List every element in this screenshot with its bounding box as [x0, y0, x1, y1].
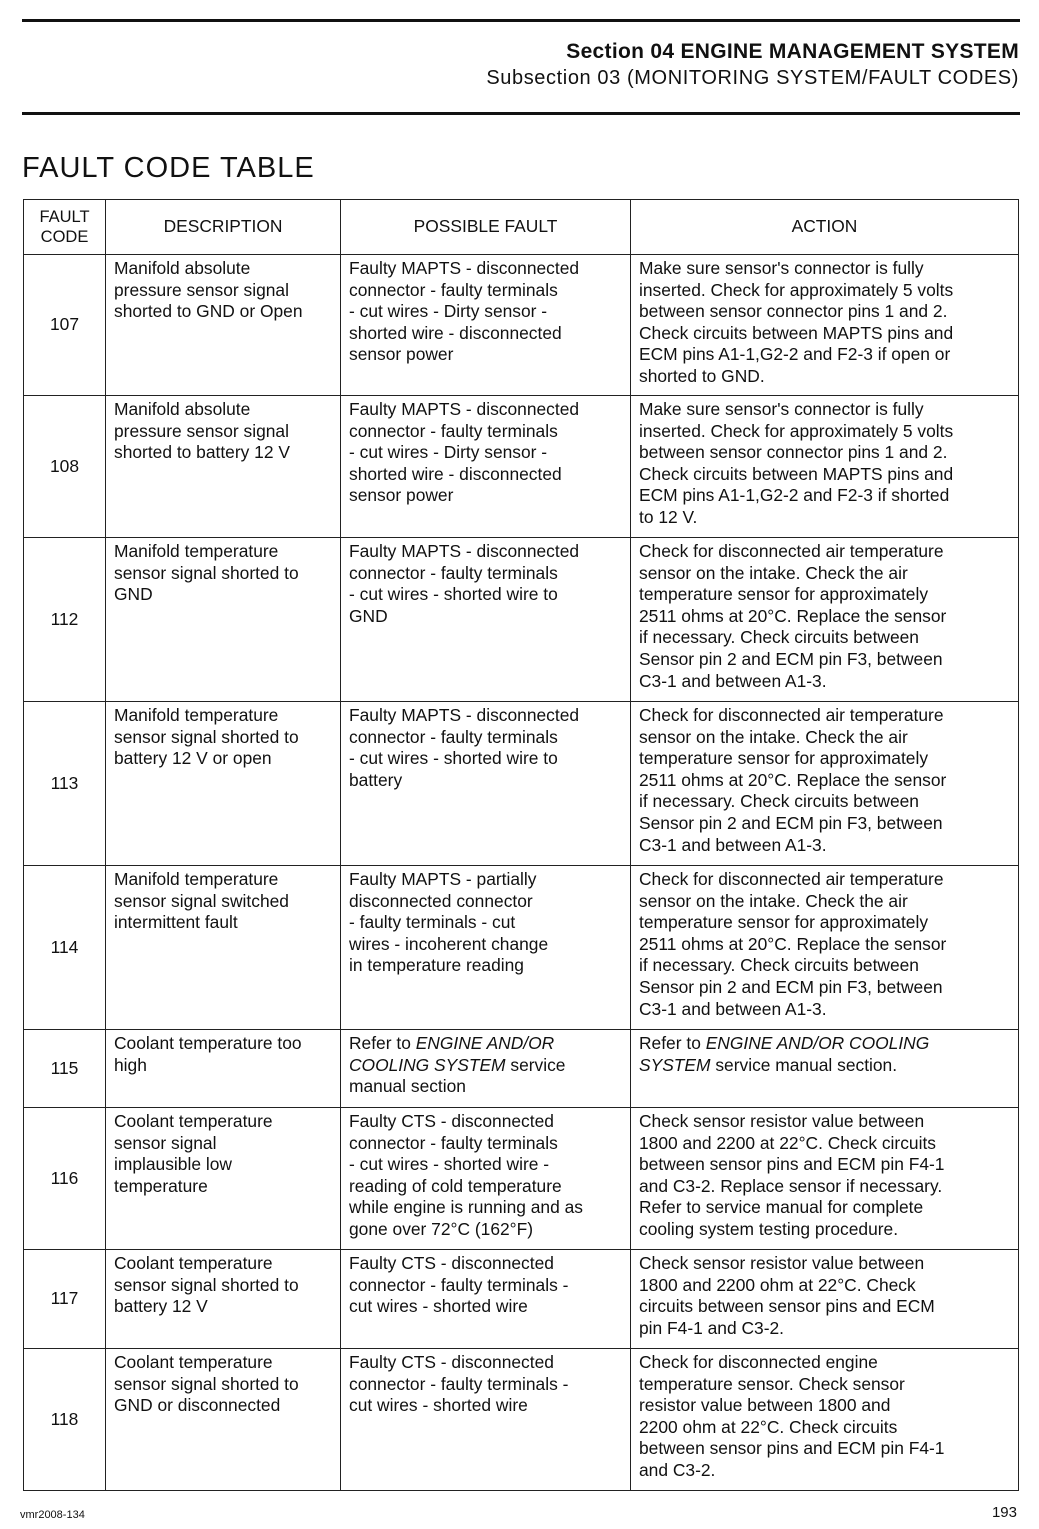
action-cell: Check for disconnected air temperature sensor on the intake. Check the air temperature sensor for approximately 2511 ohms at 20°C. Replace the sensor if necessary. Check circuits between Sensor pin 2 and ECM pin F3, between C3-1 and between A1-3. [631, 702, 1019, 866]
refer-to-text: Refer to [349, 1033, 416, 1053]
column-header-description: DESCRIPTION [106, 200, 341, 255]
fault-code-cell: 115 [24, 1030, 106, 1108]
description-cell: Manifold absolute pressure sensor signal shorted to GND or Open [106, 255, 341, 396]
manual-section-reference: ENGINE AND/OR COOLING SYSTEM [639, 1033, 930, 1075]
page-header [486, 38, 1019, 91]
fault-code-cell: 117 [24, 1250, 106, 1349]
fault-code-table [23, 199, 1019, 1491]
description-cell: Coolant temperature sensor signal shorted to GND or disconnected [106, 1349, 341, 1491]
page-title: FAULT CODE TABLE [22, 152, 315, 184]
table-row [24, 702, 1019, 866]
fault-code-cell: 116 [24, 1108, 106, 1250]
table-header-row [24, 200, 1019, 255]
description-cell: Manifold absolute pressure sensor signal shorted to battery 12 V [106, 396, 341, 538]
column-header-fault-code: FAULT CODE [24, 200, 106, 255]
fault-code-cell: 114 [24, 866, 106, 1030]
table-row [24, 1108, 1019, 1250]
service-manual-text: service manual section [349, 1054, 566, 1097]
description-cell: Manifold temperature sensor signal switched intermittent fault [106, 866, 341, 1030]
action-cell: Check sensor resistor value between 1800 and 2200 at 22°C. Check circuits between sensor pins and ECM pin F4-1 and C3-2. Replace sensor if necessary. Refer to service manual for complete cooling system testing procedure. [631, 1108, 1019, 1250]
table-row [24, 866, 1019, 1030]
possible-fault-cell: Faulty MAPTS - disconnected connector - faulty terminals - cut wires - Dirty sensor - shorted wire - disconnected sensor power [341, 255, 631, 396]
description-cell: Manifold temperature sensor signal shorted to GND [106, 538, 341, 702]
manual-section-reference: ENGINE AND/OR COOLING SYSTEM [349, 1033, 555, 1075]
action-cell: Make sure sensor's connector is fully inserted. Check for approximately 5 volts between sensor connector pins 1 and 2. Check circuits between MAPTS pins and ECM pins A1-1,G2-2 and F2-3 if shorted to 12 V. [631, 396, 1019, 538]
document-id: vmr2008-134 [20, 1509, 85, 1521]
table-row [24, 396, 1019, 538]
description-cell: Coolant temperature sensor signal shorted to battery 12 V [106, 1250, 341, 1349]
action-cell: Check sensor resistor value between 1800 and 2200 ohm at 22°C. Check circuits between sensor pins and ECM pin F4-1 and C3-2. [631, 1250, 1019, 1349]
action-cell [631, 1030, 1019, 1108]
action-cell: Check for disconnected engine temperature sensor. Check sensor resistor value between 1800 and 2200 ohm at 22°C. Check circuits between sensor pins and ECM pin F4-1 and C3-2. [631, 1349, 1019, 1491]
fault-code-cell: 118 [24, 1349, 106, 1491]
description-cell: Manifold temperature sensor signal shorted to battery 12 V or open [106, 702, 341, 866]
header-bottom-rule [22, 112, 1020, 115]
description-cell: Coolant temperature sensor signal implausible low temperature [106, 1108, 341, 1250]
possible-fault-cell: Faulty CTS - disconnected connector - faulty terminals - cut wires - shorted wire - reading of cold temperature while engine is running and as gone over 72°C (162°F) [341, 1108, 631, 1250]
table-row [24, 1349, 1019, 1491]
action-cell: Check for disconnected air temperature sensor on the intake. Check the air temperature sensor for approximately 2511 ohms at 20°C. Replace the sensor if necessary. Check circuits between Sensor pin 2 and ECM pin F3, between C3-1 and between A1-3. [631, 538, 1019, 702]
service-manual-text: service manual section. [710, 1054, 898, 1075]
column-header-action: ACTION [631, 200, 1019, 255]
possible-fault-cell: Faulty CTS - disconnected connector - faulty terminals - cut wires - shorted wire [341, 1250, 631, 1349]
description-cell: Coolant temperature too high [106, 1030, 341, 1108]
table-row [24, 538, 1019, 702]
header-top-rule [22, 19, 1020, 22]
possible-fault-cell [341, 1030, 631, 1108]
fault-code-cell: 108 [24, 396, 106, 538]
fault-code-cell: 113 [24, 702, 106, 866]
section-title: Section 04 ENGINE MANAGEMENT SYSTEM [566, 40, 1019, 63]
table-row [24, 255, 1019, 396]
column-header-possible-fault: POSSIBLE FAULT [341, 200, 631, 255]
table-row [24, 1030, 1019, 1108]
refer-to-text: Refer to [639, 1033, 706, 1053]
fault-code-cell: 107 [24, 255, 106, 396]
fault-code-cell: 112 [24, 538, 106, 702]
page-number: 193 [991, 1504, 1017, 1521]
possible-fault-cell: Faulty MAPTS - disconnected connector - faulty terminals - cut wires - shorted wire to battery [341, 702, 631, 866]
table-row [24, 1250, 1019, 1349]
possible-fault-cell: Faulty MAPTS - disconnected connector - faulty terminals - cut wires - Dirty sensor - shorted wire - disconnected sensor power [341, 396, 631, 538]
possible-fault-cell: Faulty MAPTS - disconnected connector - faulty terminals - cut wires - shorted wire to GND [341, 538, 631, 702]
possible-fault-cell: Faulty CTS - disconnected connector - faulty terminals - cut wires - shorted wire [341, 1349, 631, 1491]
subsection-title: Subsection 03 (MONITORING SYSTEM/FAULT CODES) [486, 67, 1019, 89]
action-cell: Check for disconnected air temperature sensor on the intake. Check the air temperature sensor for approximately 2511 ohms at 20°C. Replace the sensor if necessary. Check circuits between Sensor pin 2 and ECM pin F3, between C3-1 and between A1-3. [631, 866, 1019, 1030]
action-cell: Make sure sensor's connector is fully inserted. Check for approximately 5 volts between sensor connector pins 1 and 2. Check circuits between MAPTS pins and ECM pins A1-1,G2-2 and F2-3 if open or shorted to GND. [631, 255, 1019, 396]
possible-fault-cell: Faulty MAPTS - partially disconnected connector - faulty terminals - cut wires - incoherent change in temperature reading [341, 866, 631, 1030]
